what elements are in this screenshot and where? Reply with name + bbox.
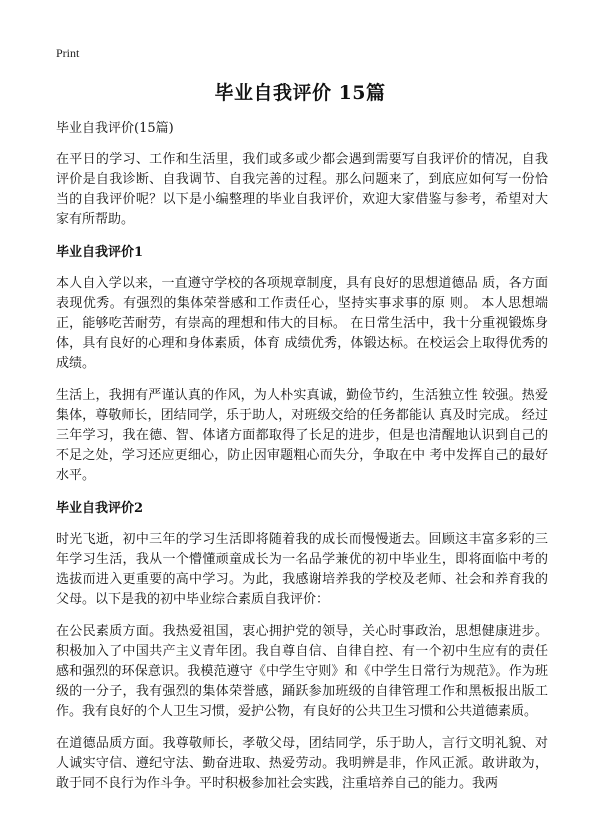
section-paragraph: 生活上，我拥有严谨认真的作风，为人朴实真诚，勤俭节约，生活独立性 较强。热爱集体，尊敬师长，团结同学，乐于助人，对班级交给的任务都能认 真及时完成。 经过三年学习，我在德、智、体诸方面都取得了长足的进步，但是也清醒地认识到自己的不足之处，学习还应更细心，防止因审题粗心而失分，争取在中 考中发挥自己的最好水平。 [56,388,548,483]
section-paragraph: 在公民素质方面。我热爱祖国，衷心拥护党的领导，关心时事政治，思想健康进步。积极加入了中国共产主义青年团。我自尊自信、自律自控、有一个初中生应有的责任感和强烈的环保意识。我模范遵守《中学生守则》和《中学生日常行为规范》。作为班级的一分子，我有强烈的集体荣誉感，踊跃参加班级的自律管理工作和黑板报出版工作。我有良好的个人卫生习惯，爱护公物，有良好的公共卫生习惯和公共道德素质。 [56,624,548,719]
section-paragraph: 本人自入学以来，一直遵守学校的各项规章制度，具有良好的思想道德品 质，各方面表现优秀。有强烈的集体荣誉感和工作责任心，坚持实事求事的原 则。 本人思想端正，能够吃苦耐劳，有崇高的理想和伟大的目标。 在日常生活中，我十分重视锻炼身体，具有良好的心理和身体素质，体育 成绩优秀，体锻达标。在校运会上取得优秀的成绩。 [56,276,548,371]
page-title: 毕业自我评价 15篇 [214,82,386,104]
document-subtitle: 毕业自我评价(15篇) [56,121,174,136]
intro-paragraph: 在平日的学习、工作和生活里，我们或多或少都会遇到需要写自我评价的情况，自我评价是自我诊断、自我调节、自我完善的过程。那么问题来了，到底应如何写一份恰当的自我评价呢？以下是小编整理的毕业自我评价，欢迎大家借鉴与参考，希望对大家有所帮助。 [56,152,548,227]
section-paragraph: 在道德品质方面。我尊敬师长，孝敬父母，团结同学，乐于助人，言行文明礼貌、对人诚实守信、遵纪守法、勤奋进取、热爱劳动。我明辨是非，作风正派。敢讲敢为，敢于同不良行为作斗争。平时积极参加社会实践，注重培养自己的能力。我两 [56,736,548,791]
section-heading: 毕业自我评价2 [56,501,144,516]
print-link[interactable]: Print [56,46,80,60]
section-paragraph: 时光飞逝，初中三年的学习生活即将随着我的成长而慢慢逝去。回顾这丰富多彩的三年学习生活，我从一个懵懂顽童成长为一名品学兼优的初中毕业生，即将面临中考的选拔而进入更重要的高中学习。为此，我感谢培养我的学校及老师、社会和养育我的父母。以下是我的初中毕业综合素质自我评价： [56,532,548,607]
document-body [56,120,548,806]
section-heading: 毕业自我评价1 [56,245,144,260]
